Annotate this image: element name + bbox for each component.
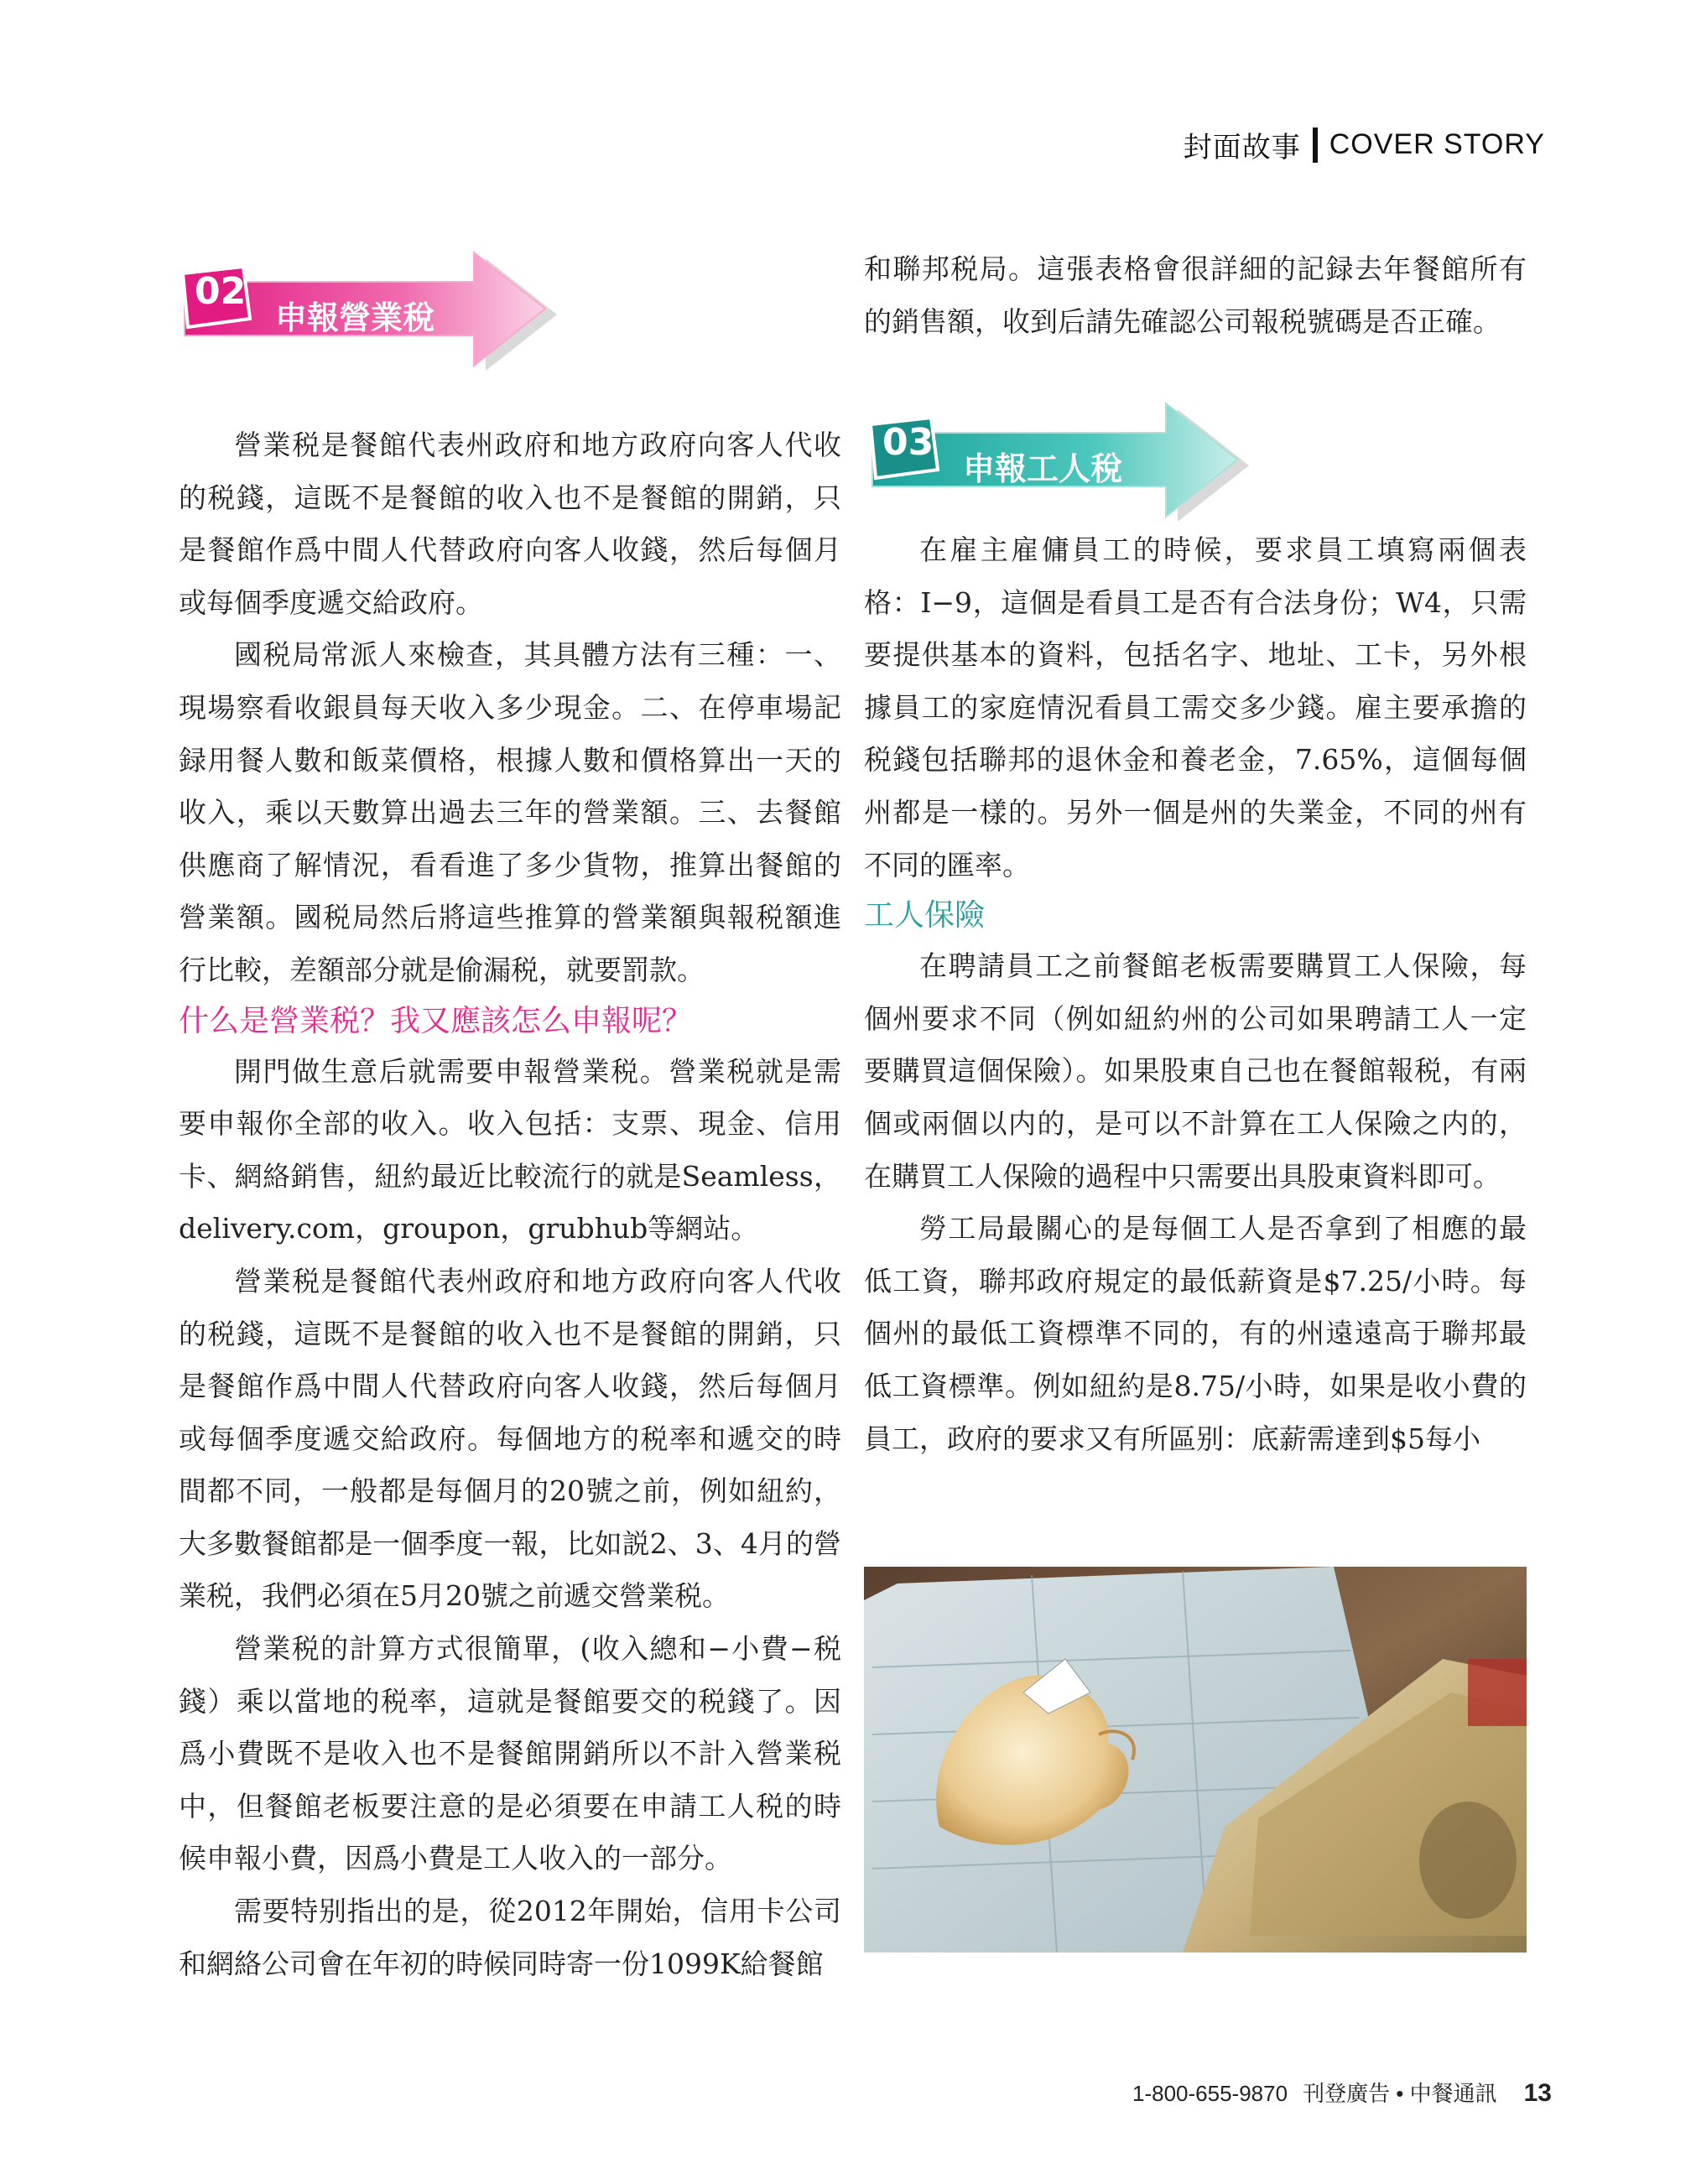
paragraph: 在雇主雇傭員工的時候，要求員工填寫兩個表格：I−9，這個是看員工是否有合法身份；W4，只需要提供基本的資料，包括名字、地址、工卡，另外根據員工的家庭情況看員工需交多少錢。雇主要承擔的税錢包括聯邦的退休金和養老金，7.65%，這個每個州都是一樣的。另外一個是州的失業金，不同的州有不同的匯率。 (864, 533, 1527, 881)
subheading-workers-insurance: 工人保險 (864, 898, 986, 933)
section-02-title: 申報營業稅 (275, 299, 435, 336)
paragraph: 和聯邦税局。這張表格會很詳細的記録去年餐館所有的銷售額，收到后請先確認公司報税號碼是否正確。 (864, 252, 1527, 338)
paragraph: 在聘請員工之前餐館老板需要購買工人保險，每個州要求不同（例如紐約州的公司如果聘請工人一定要購買這個保險）。如果股東自己也在餐館報税，有兩個或兩個以内的，是可以不計算在工人保險之内的，在購買工人保險的過程中只需要出具股東資料即可。 (864, 949, 1527, 1193)
header-cn: 封面故事 (1183, 132, 1301, 164)
paragraph: 營業税是餐館代表州政府和地方政府向客人代收的税錢，這既不是餐館的收入也不是餐館的開銷，只是餐館作爲中間人代替政府向客人收錢，然后每個月或每個季度遞交給政府。 (179, 429, 841, 619)
fortune-cookie-money-photo (864, 1567, 1527, 1953)
subheading-sales-tax: 什么是營業税？我又應該怎么申報呢？ (179, 1003, 693, 1038)
header-en: COVER STORY (1329, 128, 1545, 160)
paragraph: 營業税是餐館代表州政府和地方政府向客人代收的税錢，這既不是餐館的收入也不是餐館的開銷，只是餐館作爲中間人代替政府向客人收錢，然后每個月或每個季度遞交給政府。每個地方的税率和遞交的時間都不同，一般都是每個月的20號之前，例如紐約，大多數餐館都是一個季度一報，比如説2、3、4月的營業税，我們必須在5月20號之前遞交營業税。 (179, 1264, 841, 1613)
left-column (179, 419, 841, 1990)
section-02-banner (176, 248, 562, 374)
section-02-number: 02 (195, 270, 247, 313)
paragraph: 營業税的計算方式很簡單，(收入總和−小費−税錢）乘以當地的税率，這就是餐館要交的税錢了。因爲小費既不是收入也不是餐館開銷所以不計入營業税中，但餐館老板要注意的是必須要在申請工人税的時候申報小費，因爲小費是工人收入的一部分。 (179, 1632, 841, 1875)
section-03-banner (864, 399, 1258, 525)
right-column-continuation (864, 243, 1527, 348)
paragraph: 開門做生意后就需要申報營業税。營業税就是需要申報你全部的收入。收入包括：支票、現金、信用卡、網絡銷售，紐約最近比較流行的就是Seamless，delivery.com，groupon，grubhub等網站。 (179, 1054, 841, 1245)
header-divider (1313, 127, 1318, 163)
paragraph: 需要特别指出的是，從2012年開始，信用卡公司和網絡公司會在年初的時候同時寄一份1099K給餐館 (179, 1895, 841, 1980)
section-header (1184, 124, 1545, 165)
page-footer (1132, 2077, 1552, 2108)
page-number: 13 (1523, 2079, 1552, 2107)
section-03-number: 03 (882, 421, 934, 464)
section-03-title: 申報工人稅 (963, 450, 1123, 487)
paragraph: 勞工局最關心的是每個工人是否拿到了相應的最低工資，聯邦政府規定的最低薪資是$7.25/小時。每個州的最低工資標準不同的，有的州遠遠高于聯邦最低工資標準。例如紐約是8.75/小時，如果是收小費的員工，政府的要求又有所區别：底薪需達到$5每小 (864, 1212, 1527, 1455)
footer-text: 刊登廣告 • 中餐通訊 (1303, 2081, 1497, 2106)
right-column (864, 524, 1527, 1465)
paragraph: 國税局常派人來檢查，其具體方法有三種：一、現場察看收銀員每天收入多少現金。二、在停車場記録用餐人數和飯菜價格，根據人數和價格算出一天的收入，乘以天數算出過去三年的營業額。三、去餐館供應商了解情況，看看進了多少貨物，推算出餐館的營業額。國税局然后將這些推算的營業額與報税額進行比較，差額部分就是偷漏税，就要罰款。 (179, 638, 841, 986)
footer-phone: 1-800-655-9870 (1132, 2081, 1288, 2106)
